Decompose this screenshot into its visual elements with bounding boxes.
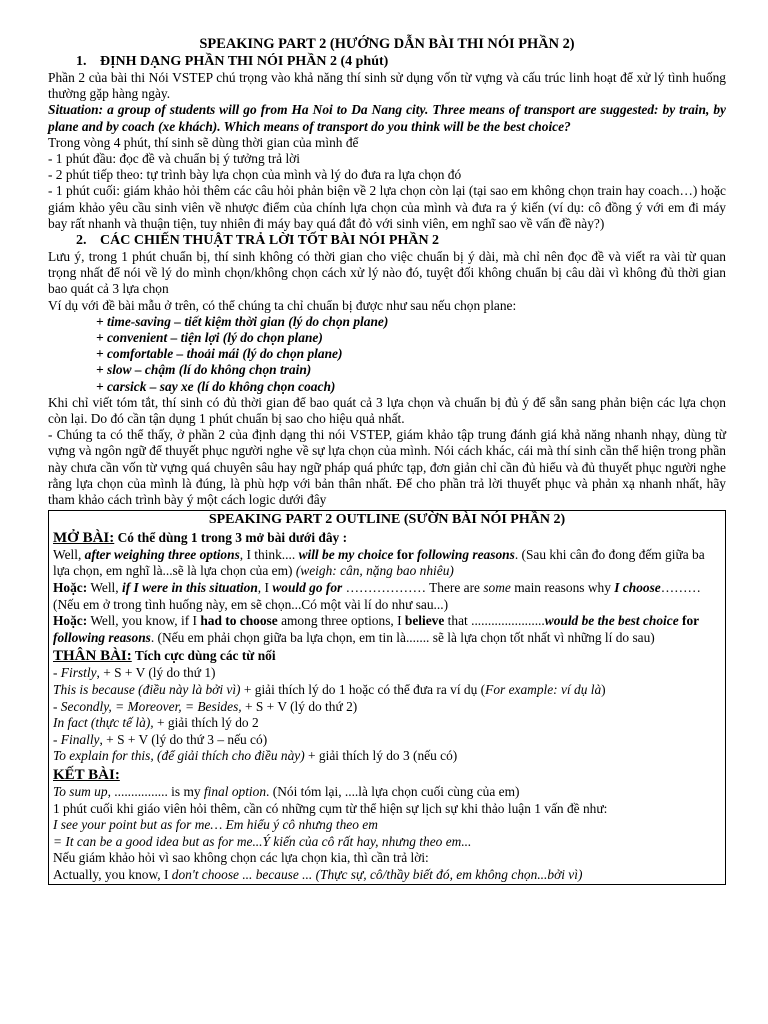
intro-heading <box>53 529 721 547</box>
text-run: I choose <box>614 580 661 596</box>
text-run: To explain for this, (để giải thích cho điều này) <box>53 748 305 764</box>
text-run: if I were in this situation <box>121 580 258 596</box>
body-line-2 <box>53 682 721 699</box>
text-run: following reasons <box>53 629 151 645</box>
reason-item: + time-saving – tiết kiệm thời gian (lý do chọn plane) <box>96 313 389 329</box>
text-run: For example: ví dụ là <box>485 682 602 698</box>
body-label: THÂN BÀI: <box>53 648 132 665</box>
section-1-title: ĐỊNH DẠNG PHẦN THI NÓI PHẦN 2 (4 phút) <box>100 54 389 69</box>
page-title: SPEAKING PART 2 (HƯỚNG DẪN BÀI THI NÓI PHẦN 2) <box>199 36 575 52</box>
situation-text: Situation: a group of students will go from Ha Noi to Da Nang city. Three means of transport are suggested: by train, by plane and by coach (xe khách). Which means of transport do you think will be the best choice? <box>48 102 726 134</box>
intro-option-3 <box>53 613 721 646</box>
text-run: . (Nếu em phải chọn giữa ba lựa chọn, em tin là....... sẽ là lựa chọn tốt nhất vì những lí do sau) <box>150 629 655 645</box>
end-label: KẾT BÀI: <box>53 767 120 783</box>
end-line-5: Nếu giám khảo hỏi vì sao không chọn các lựa chọn kia, thì cần trả lời: <box>53 850 429 866</box>
intro-desc: Có thể dùng 1 trong 3 mở bài dưới đây : <box>114 529 348 545</box>
text-run: , + S + V (lý do thứ 3 – nếu có) <box>99 731 268 747</box>
text-run: among three options, I <box>277 613 405 629</box>
text-run: . (Nói tóm lại, ....là lựa chọn cuối cùng của em) <box>266 784 520 799</box>
text-run: ……… (Nếu em ở trong tình huống này, em sẽ chọn...Có một vài lí do như sau...) <box>53 580 701 612</box>
text-run: will be my choice <box>298 546 394 562</box>
text-run: + S + V (lý do thứ 2) <box>241 698 358 714</box>
body-line-1 <box>53 665 721 682</box>
text-run: , ................ is my <box>107 784 204 799</box>
body-line-5 <box>53 732 721 749</box>
text-run: (Thực sự, cô/thầy biết đó, em không chọn...bởi vì) <box>312 866 583 882</box>
section-2-number: 2. <box>76 233 87 249</box>
section-2-title: CÁC CHIẾN THUẬT TRẢ LỜI TỐT BÀI NÓI PHẦN 2 <box>100 233 440 249</box>
text-run: after weighing three options <box>84 546 240 562</box>
text-run: Hoặc: <box>53 613 88 629</box>
text-run: for <box>393 546 417 562</box>
text-run: In fact (thực tế là), <box>53 715 154 731</box>
intro-option-2 <box>53 580 721 613</box>
text-run: , + S + V (lý do thứ 1) <box>96 665 216 681</box>
text-run: would be the best choice <box>544 613 679 629</box>
text-run: + giải thích lý do 3 (nếu có) <box>304 748 458 764</box>
text-run: Well, <box>53 546 85 562</box>
text-run: ……………… There are <box>342 580 484 596</box>
end-line-6 <box>53 867 721 884</box>
text-run: had to choose <box>200 613 278 629</box>
text-run: , I think.... <box>239 546 299 562</box>
text-run: some <box>483 580 511 596</box>
timing-intro: Trong vòng 4 phút, thí sinh sẽ dùng thời gian của mình để <box>48 134 359 150</box>
text-run: - Firstly <box>53 665 97 681</box>
step-3: - 1 phút cuối: giám khảo hỏi thêm các câu hỏi phản biện về 2 lựa chọn còn lại (tại sao em không chọn train hay coach…) hoặc giám khảo yêu cầu sinh viên về nhược điểm của chính lựa chọn của mình và đưa ra ý kiến (ví dụ: cô đồng ý với em đi máy bay rất nhanh và thuận tiện, tuy nhiên đi máy bay quá đắt đỏ với sinh viên, em nghĩ sao về vấn đề này?) <box>48 183 726 231</box>
intro-label: MỞ BÀI: <box>53 529 115 546</box>
section-2-para-4: - Chúng ta có thể thấy, ở phần 2 của định dạng thi nói VSTEP, giám khảo tập trung đánh giá khả năng nhanh nhạy, dùng từ vựng và ngôn ngữ để thuyết phục người nghe về sự lựa chọn của mình. Nói cách khác, cái mà thí sinh cần thể hiện trong phần này chưa cần vốn từ vựng quá chuyên sâu hay ngữ pháp quá phức tạp, đơn giản chỉ cần đủ hiểu và đủ thuyết phục người nghe rằng lựa chọn của mình là đúng, là phù hợp với bản thân nhất. Để cho phần trả lời thuyết phục và phản xạ nhanh nhất, hãy tham khảo cách trình bày ý một cách logic dưới đây <box>48 427 726 508</box>
outline-box <box>48 510 726 884</box>
section-2-para-2: Ví dụ với đề bài mẫu ở trên, có thể chúng ta chỉ chuẩn bị được như sau nếu chọn plane: <box>48 297 517 313</box>
outline-title: SPEAKING PART 2 OUTLINE (SƯỜN BÀI NÓI PHẦN 2) <box>208 512 566 528</box>
text-run: main reasons why <box>510 580 615 596</box>
text-run: that ...................... <box>444 613 545 629</box>
text-run: believe <box>404 613 445 629</box>
end-line-1 <box>53 784 721 801</box>
text-run: + giải thích lý do 2 <box>153 715 259 731</box>
text-run: ) <box>601 682 606 698</box>
intro-option-1 <box>53 547 721 580</box>
end-line-2: 1 phút cuối khi giáo viên hỏi thêm, cần có những cụm từ thể hiện sự lịch sự khi thảo luận 1 vấn đề như: <box>53 800 608 816</box>
text-run: (weigh: cân, nặng bao nhiêu) <box>292 563 454 579</box>
text-run: Hoặc: <box>53 580 88 596</box>
text-run: To sum up <box>53 784 108 799</box>
reason-item: + slow – chậm (lí do không chọn train) <box>96 362 312 378</box>
text-run: - Finally <box>53 731 100 747</box>
section-2-para-1: Lưu ý, trong 1 phút chuẩn bị, thí sinh không có thời gian cho việc chuẩn bị ý dài, mà chỉ nên đọc đề và viết ra vài từ quan trọng nhất để nói về lý do mình chọn/không chọn cách xử lý nào đó, tuyệt đối không chuẩn bị câu dài vì không đủ thời gian bao quát cả 3 lựa chọn <box>48 249 726 297</box>
section-2-heading <box>48 232 726 249</box>
step-2: - 2 phút tiếp theo: tự trình bày lựa chọn của mình và lý do đưa ra lựa chọn đó <box>48 167 462 183</box>
reason-item: + comfortable – thoải mái (lý do chọn plane) <box>96 346 343 362</box>
step-1: - 1 phút đầu: đọc đề và chuẩn bị ý tưởng trả lời <box>48 151 300 167</box>
text-run: Well, you know, if I <box>87 613 201 629</box>
text-run: don't choose ... because ... <box>171 866 313 882</box>
reason-item: + convenient – tiện lợi (lý do chọn plane) <box>96 330 323 346</box>
text-run: final option <box>203 784 267 799</box>
reason-item: + carsick – say xe (lí do không chọn coach) <box>96 378 336 394</box>
body-line-3 <box>53 699 721 716</box>
text-run: would go for <box>272 580 343 596</box>
text-run: + giải thích lý do 1 hoặc có thể đưa ra ví dụ ( <box>240 682 486 698</box>
section-2-para-3: Khi chỉ viết tóm tắt, thí sinh có đủ thời gian để bao quát cả 3 lựa chọn và chuẩn bị đủ ý để sẵn sang phản biện các lựa chọn còn lại. Do đó cần tận dụng 1 phút chuẩn bị sao cho hiệu quả nhất. <box>48 394 726 427</box>
end-line-3: I see your point but as for me… Em hiểu ý cô nhưng theo em <box>53 817 378 833</box>
section-1-number: 1. <box>76 54 87 69</box>
body-heading <box>53 647 721 665</box>
document-page <box>48 36 726 885</box>
body-line-4 <box>53 715 721 732</box>
text-run: following reasons <box>416 546 515 562</box>
body-desc: Tích cực dùng các từ nối <box>131 648 276 664</box>
section-1-heading <box>48 53 726 70</box>
text-run: for <box>678 613 699 629</box>
text-run: Actually, you know, I <box>53 866 172 882</box>
text-run: . (Sau khi cân đo đong đếm giữa ba lựa chọn, em nghĩ là...sẽ là lựa chọn của em) <box>53 546 705 579</box>
text-run: - Secondly, = Moreover, = Besides, <box>53 698 242 714</box>
text-run: This is because (điều này là bởi vì) <box>53 682 241 698</box>
end-line-4: = It can be a good idea but as for me...Ý kiến của cô rất hay, nhưng theo em... <box>53 833 472 849</box>
text-run: , I <box>257 580 273 596</box>
text-run: Well, <box>87 580 122 596</box>
body-line-6 <box>53 748 721 765</box>
section-1-intro: Phần 2 của bài thi Nói VSTEP chú trọng vào khả năng thí sinh sử dụng vốn từ vựng và cấu trúc linh hoạt để xử lý tình huống thường gặp hàng ngày. <box>48 70 726 102</box>
end-heading <box>53 766 721 784</box>
